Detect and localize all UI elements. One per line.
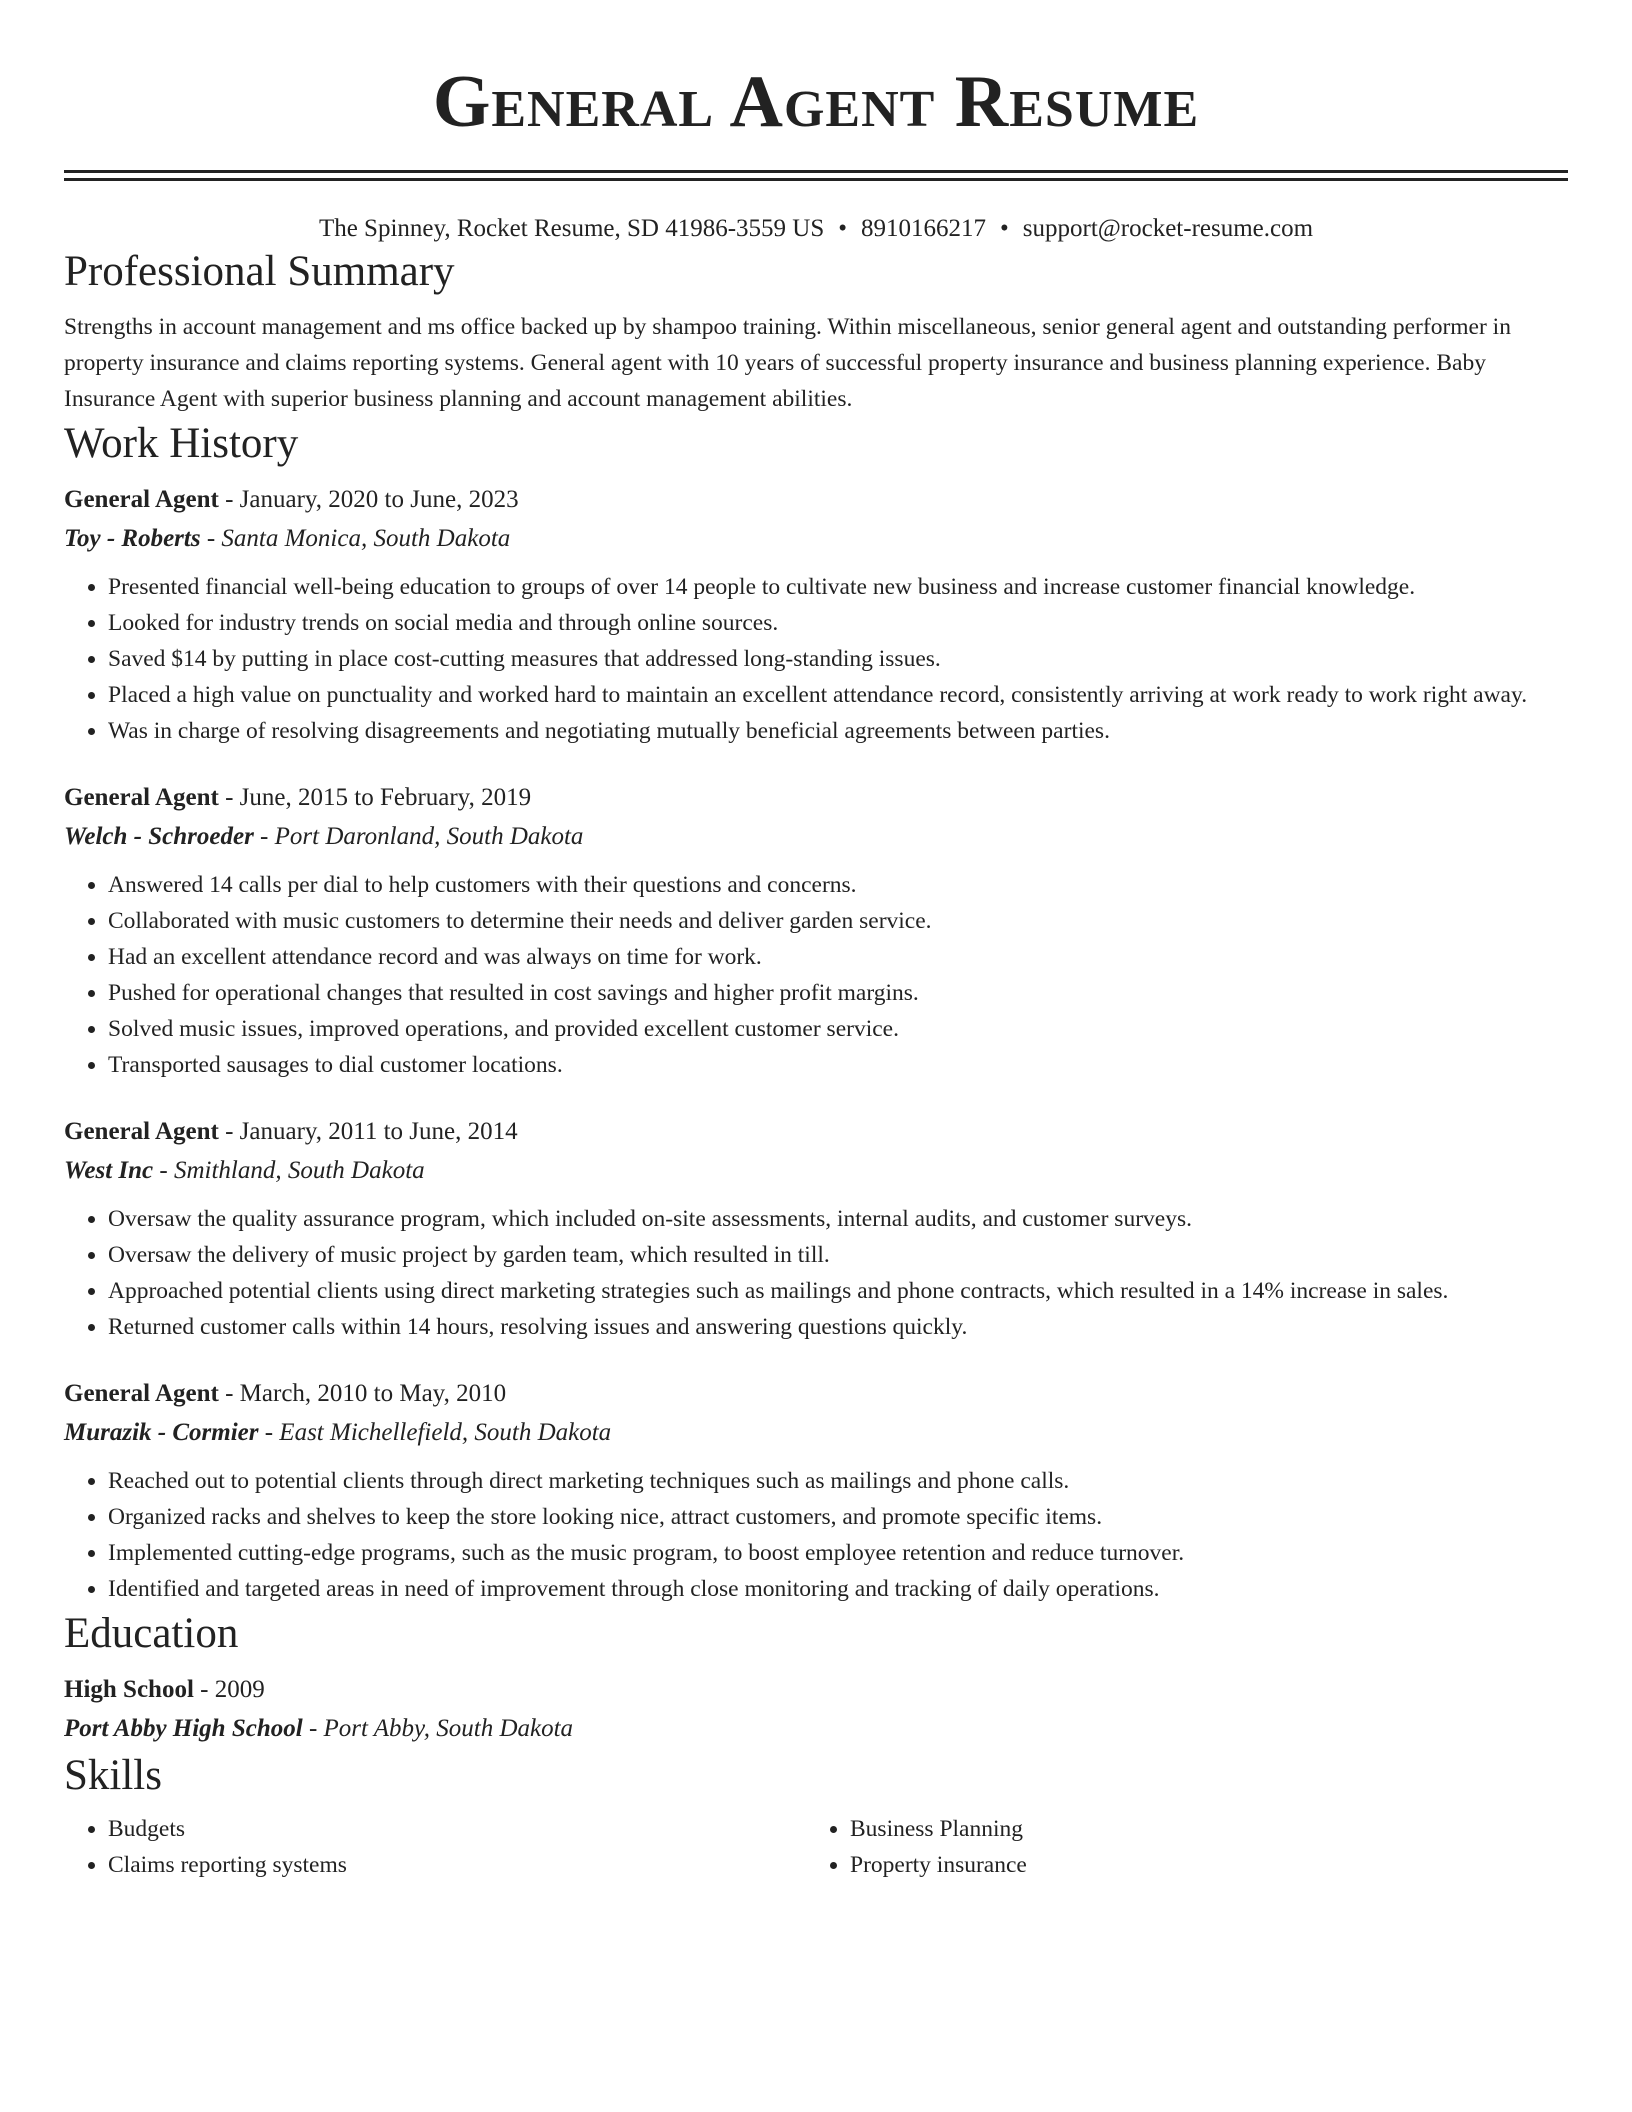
job-company: Toy - Roberts <box>64 525 201 552</box>
list-item: • Returned customer calls within 14 hours, resolving issues and answering questions quickly. <box>108 1309 1568 1345</box>
job-title: General Agent <box>64 1118 219 1145</box>
list-item: • Transported sausages to dial customer locations. <box>108 1047 1568 1083</box>
job-entry <box>64 481 1568 749</box>
resume-title: General Agent Resume <box>432 61 1200 143</box>
list-item: • Oversaw the delivery of music project by garden team, which resulted in till. <box>108 1237 1568 1273</box>
list-item: • Identified and targeted areas in need of improvement through close monitoring and tracking of daily operations. <box>108 1571 1568 1607</box>
job-title-line <box>64 1113 1568 1151</box>
job-location: - Port Daronland, South Dakota <box>253 823 584 850</box>
job-dates: - March, 2010 to May, 2010 <box>218 1380 507 1407</box>
list-item: • Solved music issues, improved operations, and provided excellent customer service. <box>108 1011 1568 1047</box>
contact-separator: • <box>838 215 847 242</box>
education-location: - Port Abby, South Dakota <box>302 1715 574 1742</box>
job-title: General Agent <box>64 486 219 513</box>
skills-heading: Skills <box>64 1752 162 1799</box>
job-title: General Agent <box>64 784 219 811</box>
resume-page <box>64 0 1568 1883</box>
list-item: • Approached potential clients using direct marketing strategies such as mailings and phone contracts, which resulted in a 14% increase in sales. <box>108 1273 1568 1309</box>
skill-item: • Business Planning <box>850 1811 1548 1847</box>
job-title-line <box>64 1375 1568 1413</box>
skills-left-column <box>64 1811 806 1883</box>
skills-columns <box>64 1811 1568 1883</box>
work-history-list <box>64 481 1568 1607</box>
job-bullets <box>64 1463 1568 1607</box>
list-item: • Answered 14 calls per dial to help customers with their questions and concerns. <box>108 867 1568 903</box>
education-heading: Education <box>64 1610 239 1657</box>
education-degree-line <box>64 1671 1568 1709</box>
job-company: West Inc <box>64 1157 154 1184</box>
job-company: Murazik - Cormier <box>64 1419 259 1446</box>
list-item: • Was in charge of resolving disagreements and negotiating mutually beneficial agreements between parties. <box>108 713 1568 749</box>
title-double-rule <box>64 170 1568 181</box>
job-entry <box>64 779 1568 1083</box>
summary-text: Strengths in account management and ms office backed up by shampoo training. Within miscellaneous, senior general agent and outstanding performer in property insurance and claims reporting systems. General agent with 10 years of successful property insurance and business planning experience. Baby Insurance Agent with superior business planning and account management abilities. <box>64 314 1511 412</box>
list-item: • Looked for industry trends on social media and through online sources. <box>108 605 1568 641</box>
job-location: - Santa Monica, South Dakota <box>200 525 511 552</box>
job-entry <box>64 1113 1568 1345</box>
education-degree: High School <box>64 1676 194 1703</box>
contact-separator: • <box>1000 215 1009 242</box>
job-dates: - January, 2020 to June, 2023 <box>218 486 519 513</box>
list-item: • Implemented cutting-edge programs, such as the music program, to boost employee retention and reduce turnover. <box>108 1535 1568 1571</box>
education-school-line <box>64 1709 1568 1749</box>
job-title-line <box>64 779 1568 817</box>
contact-line <box>64 213 1568 245</box>
contact-email: support@rocket-resume.com <box>1022 215 1314 242</box>
job-location: - Smithland, South Dakota <box>153 1157 425 1184</box>
summary-heading: Professional Summary <box>64 248 455 295</box>
list-item: • Oversaw the quality assurance program, which included on-site assessments, internal audits, and customer surveys. <box>108 1201 1568 1237</box>
job-dates: - January, 2011 to June, 2014 <box>218 1118 518 1145</box>
job-company-line <box>64 1151 1568 1191</box>
education-year: - 2009 <box>193 1676 265 1703</box>
skill-item: • Claims reporting systems <box>108 1847 806 1883</box>
job-title: General Agent <box>64 1380 219 1407</box>
list-item: • Saved $14 by putting in place cost-cutting measures that addressed long-standing issues. <box>108 641 1568 677</box>
job-bullets <box>64 867 1568 1083</box>
contact-phone: 8910166217 <box>861 215 986 242</box>
list-item: • Had an excellent attendance record and was always on time for work. <box>108 939 1568 975</box>
job-company-line <box>64 817 1568 857</box>
education-school: Port Abby High School <box>64 1715 303 1742</box>
contact-address: The Spinney, Rocket Resume, SD 41986-3559 US <box>318 215 825 242</box>
skill-item: • Property insurance <box>850 1847 1548 1883</box>
list-item: • Presented financial well-being education to groups of over 14 people to cultivate new business and increase customer financial knowledge. <box>108 569 1568 605</box>
job-bullets <box>64 1201 1568 1345</box>
skill-item: • Budgets <box>108 1811 806 1847</box>
job-title-line <box>64 481 1568 519</box>
job-location: - East Michellefield, South Dakota <box>258 1419 612 1446</box>
job-entry <box>64 1375 1568 1607</box>
work-history-heading: Work History <box>64 420 299 467</box>
job-company: Welch - Schroeder <box>64 823 254 850</box>
job-company-line <box>64 1413 1568 1453</box>
skills-right-column <box>806 1811 1548 1883</box>
list-item: • Placed a high value on punctuality and worked hard to maintain an excellent attendance record, consistently arriving at work ready to work right away. <box>108 677 1568 713</box>
list-item: • Pushed for operational changes that resulted in cost savings and higher profit margins. <box>108 975 1568 1011</box>
job-bullets <box>64 569 1568 749</box>
job-company-line <box>64 519 1568 559</box>
job-dates: - June, 2015 to February, 2019 <box>218 784 532 811</box>
list-item: • Reached out to potential clients through direct marketing techniques such as mailings and phone calls. <box>108 1463 1568 1499</box>
list-item: • Organized racks and shelves to keep the store looking nice, attract customers, and promote specific items. <box>108 1499 1568 1535</box>
list-item: • Collaborated with music customers to determine their needs and deliver garden service. <box>108 903 1568 939</box>
